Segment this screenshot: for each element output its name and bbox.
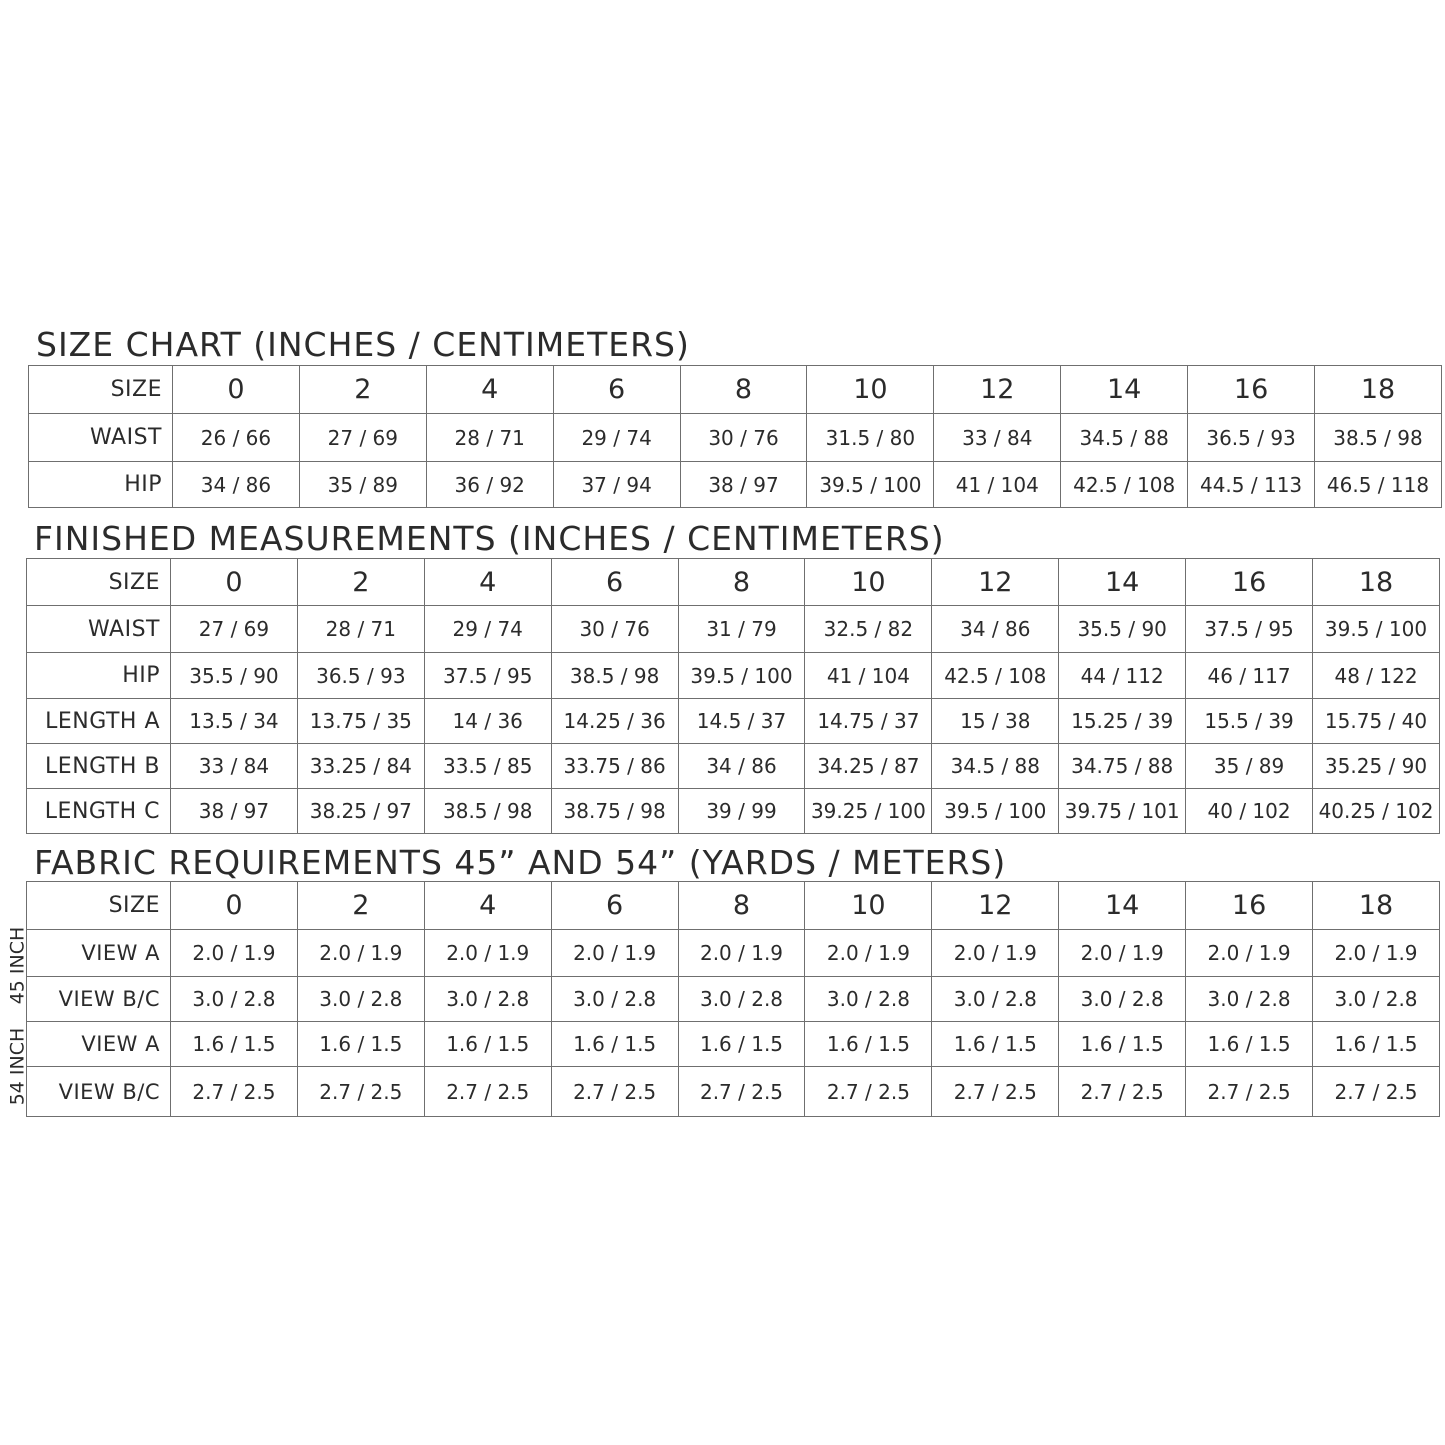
table-cell: 39.5 / 100 xyxy=(678,653,805,699)
table-cell: 36.5 / 93 xyxy=(1188,414,1315,462)
table-cell: 41 / 104 xyxy=(805,653,932,699)
table-cell: 36.5 / 93 xyxy=(297,653,424,699)
table-row xyxy=(27,699,1440,744)
size-header-cell: 8 xyxy=(678,882,805,930)
table-cell: 39.5 / 100 xyxy=(807,462,934,508)
table-row xyxy=(27,744,1440,789)
table-cell: 3.0 / 2.8 xyxy=(171,977,298,1022)
row-label: WAIST xyxy=(29,414,173,462)
table-cell: 2.0 / 1.9 xyxy=(1313,930,1440,977)
table-row xyxy=(27,930,1440,977)
table-cell: 28 / 71 xyxy=(297,606,424,653)
size-header-cell: 12 xyxy=(934,366,1061,414)
table-cell: 48 / 122 xyxy=(1313,653,1440,699)
table-cell: 34 / 86 xyxy=(932,606,1059,653)
table-cell: 3.0 / 2.8 xyxy=(1313,977,1440,1022)
table-cell: 2.0 / 1.9 xyxy=(171,930,298,977)
table-cell: 31.5 / 80 xyxy=(807,414,934,462)
table-cell: 1.6 / 1.5 xyxy=(1186,1022,1313,1067)
table-cell: 1.6 / 1.5 xyxy=(678,1022,805,1067)
table-row xyxy=(27,789,1440,834)
table-cell: 15.25 / 39 xyxy=(1059,699,1186,744)
size-header-cell: 4 xyxy=(424,559,551,606)
table-cell: 39.5 / 100 xyxy=(1313,606,1440,653)
table-cell: 35.25 / 90 xyxy=(1313,744,1440,789)
table-cell: 27 / 69 xyxy=(171,606,298,653)
row-label: VIEW B/C xyxy=(27,977,171,1022)
table-cell: 2.7 / 2.5 xyxy=(1313,1067,1440,1117)
table-cell: 1.6 / 1.5 xyxy=(171,1022,298,1067)
table-cell: 39 / 99 xyxy=(678,789,805,834)
table-cell: 35 / 89 xyxy=(1186,744,1313,789)
table-cell: 38 / 97 xyxy=(171,789,298,834)
table-cell: 3.0 / 2.8 xyxy=(805,977,932,1022)
table-row xyxy=(29,462,1442,508)
table-cell: 2.0 / 1.9 xyxy=(551,930,678,977)
table-cell: 13.5 / 34 xyxy=(171,699,298,744)
row-label: VIEW A xyxy=(27,930,171,977)
table-cell: 30 / 76 xyxy=(680,414,807,462)
table-cell: 14.75 / 37 xyxy=(805,699,932,744)
table-cell: 1.6 / 1.5 xyxy=(1313,1022,1440,1067)
table-cell: 3.0 / 2.8 xyxy=(297,977,424,1022)
table-cell: 36 / 92 xyxy=(426,462,553,508)
size-header-cell: 6 xyxy=(551,882,678,930)
table-cell: 2.7 / 2.5 xyxy=(551,1067,678,1117)
size-header-cell: 10 xyxy=(805,882,932,930)
table-cell: 44 / 112 xyxy=(1059,653,1186,699)
size-header-cell: 18 xyxy=(1313,882,1440,930)
size-header-label: SIZE xyxy=(29,366,173,414)
table-row xyxy=(29,414,1442,462)
table-cell: 2.0 / 1.9 xyxy=(1186,930,1313,977)
table-cell: 33.5 / 85 xyxy=(424,744,551,789)
group-54-inch-label: 54 INCH xyxy=(6,1027,29,1106)
size-header-cell: 14 xyxy=(1059,882,1186,930)
size-header-cell: 18 xyxy=(1315,366,1442,414)
fabric-requirements-table xyxy=(26,881,1440,1117)
table-row xyxy=(27,977,1440,1022)
table-cell: 39.5 / 100 xyxy=(932,789,1059,834)
table-cell: 15 / 38 xyxy=(932,699,1059,744)
table-cell: 2.0 / 1.9 xyxy=(424,930,551,977)
table-row xyxy=(27,1067,1440,1117)
table-cell: 3.0 / 2.8 xyxy=(678,977,805,1022)
row-label: HIP xyxy=(27,653,171,699)
size-header-cell: 8 xyxy=(678,559,805,606)
table-cell: 1.6 / 1.5 xyxy=(424,1022,551,1067)
table-cell: 46.5 / 118 xyxy=(1315,462,1442,508)
table-cell: 29 / 74 xyxy=(424,606,551,653)
size-header-cell: 14 xyxy=(1061,366,1188,414)
row-label: LENGTH B xyxy=(27,744,171,789)
row-label: VIEW B/C xyxy=(27,1067,171,1117)
size-chart-table xyxy=(28,365,1442,508)
table-cell: 1.6 / 1.5 xyxy=(1059,1022,1186,1067)
table-cell: 37.5 / 95 xyxy=(424,653,551,699)
table-row xyxy=(27,653,1440,699)
table-cell: 1.6 / 1.5 xyxy=(805,1022,932,1067)
table-cell: 2.0 / 1.9 xyxy=(1059,930,1186,977)
table-cell: 31 / 79 xyxy=(678,606,805,653)
table-cell: 34.25 / 87 xyxy=(805,744,932,789)
size-header-cell: 4 xyxy=(424,882,551,930)
size-header-cell: 8 xyxy=(680,366,807,414)
size-header-cell: 10 xyxy=(807,366,934,414)
table-cell: 39.75 / 101 xyxy=(1059,789,1186,834)
table-cell: 42.5 / 108 xyxy=(932,653,1059,699)
size-header-cell: 6 xyxy=(551,559,678,606)
table-cell: 1.6 / 1.5 xyxy=(297,1022,424,1067)
table-cell: 15.75 / 40 xyxy=(1313,699,1440,744)
table-cell: 2.0 / 1.9 xyxy=(678,930,805,977)
size-chart-title: SIZE CHART (INCHES / CENTIMETERS) xyxy=(36,325,690,364)
table-cell: 2.0 / 1.9 xyxy=(932,930,1059,977)
fabric-requirements-title: FABRIC REQUIREMENTS 45” AND 54” (YARDS / METERS) xyxy=(34,843,1007,882)
table-cell: 33.25 / 84 xyxy=(297,744,424,789)
table-cell: 14.25 / 36 xyxy=(551,699,678,744)
size-chart-body xyxy=(29,366,1442,508)
table-cell: 3.0 / 2.8 xyxy=(1186,977,1313,1022)
size-header-cell: 4 xyxy=(426,366,553,414)
size-header-cell: 0 xyxy=(171,882,298,930)
row-label: VIEW A xyxy=(27,1022,171,1067)
table-cell: 2.7 / 2.5 xyxy=(932,1067,1059,1117)
table-cell: 35.5 / 90 xyxy=(1059,606,1186,653)
size-header-cell: 2 xyxy=(297,882,424,930)
finished-measurements-body xyxy=(27,559,1440,834)
size-header-cell: 2 xyxy=(299,366,426,414)
table-cell: 2.0 / 1.9 xyxy=(297,930,424,977)
size-header-row xyxy=(29,366,1442,414)
finished-measurements-title: FINISHED MEASUREMENTS (INCHES / CENTIMETERS) xyxy=(34,519,945,558)
table-cell: 2.0 / 1.9 xyxy=(805,930,932,977)
table-row xyxy=(27,606,1440,653)
table-cell: 3.0 / 2.8 xyxy=(424,977,551,1022)
table-cell: 38.5 / 98 xyxy=(424,789,551,834)
table-cell: 41 / 104 xyxy=(934,462,1061,508)
size-header-label: SIZE xyxy=(27,882,171,930)
fabric-requirements-body xyxy=(27,882,1440,1117)
size-header-cell: 0 xyxy=(173,366,300,414)
table-cell: 27 / 69 xyxy=(299,414,426,462)
table-cell: 13.75 / 35 xyxy=(297,699,424,744)
table-cell: 34 / 86 xyxy=(678,744,805,789)
size-header-row xyxy=(27,882,1440,930)
table-cell: 1.6 / 1.5 xyxy=(932,1022,1059,1067)
size-header-cell: 16 xyxy=(1186,559,1313,606)
table-cell: 28 / 71 xyxy=(426,414,553,462)
table-cell: 2.7 / 2.5 xyxy=(1059,1067,1186,1117)
table-cell: 2.7 / 2.5 xyxy=(678,1067,805,1117)
size-header-cell: 12 xyxy=(932,882,1059,930)
row-label: LENGTH A xyxy=(27,699,171,744)
table-cell: 2.7 / 2.5 xyxy=(424,1067,551,1117)
size-header-cell: 14 xyxy=(1059,559,1186,606)
row-label: HIP xyxy=(29,462,173,508)
table-cell: 34.5 / 88 xyxy=(932,744,1059,789)
table-cell: 46 / 117 xyxy=(1186,653,1313,699)
table-cell: 40 / 102 xyxy=(1186,789,1313,834)
table-cell: 33.75 / 86 xyxy=(551,744,678,789)
table-cell: 33 / 84 xyxy=(934,414,1061,462)
table-cell: 3.0 / 2.8 xyxy=(1059,977,1186,1022)
table-cell: 29 / 74 xyxy=(553,414,680,462)
table-cell: 38.25 / 97 xyxy=(297,789,424,834)
size-header-cell: 2 xyxy=(297,559,424,606)
table-cell: 40.25 / 102 xyxy=(1313,789,1440,834)
row-label: LENGTH C xyxy=(27,789,171,834)
table-cell: 14.5 / 37 xyxy=(678,699,805,744)
size-header-cell: 10 xyxy=(805,559,932,606)
table-cell: 2.7 / 2.5 xyxy=(171,1067,298,1117)
table-cell: 44.5 / 113 xyxy=(1188,462,1315,508)
table-cell: 30 / 76 xyxy=(551,606,678,653)
table-cell: 2.7 / 2.5 xyxy=(1186,1067,1313,1117)
group-45-inch-label: 45 INCH xyxy=(6,926,29,1005)
table-cell: 15.5 / 39 xyxy=(1186,699,1313,744)
size-header-cell: 12 xyxy=(932,559,1059,606)
table-cell: 1.6 / 1.5 xyxy=(551,1022,678,1067)
table-cell: 37 / 94 xyxy=(553,462,680,508)
table-cell: 37.5 / 95 xyxy=(1186,606,1313,653)
table-cell: 38.5 / 98 xyxy=(1315,414,1442,462)
size-header-cell: 0 xyxy=(171,559,298,606)
row-label: WAIST xyxy=(27,606,171,653)
table-cell: 33 / 84 xyxy=(171,744,298,789)
table-cell: 26 / 66 xyxy=(173,414,300,462)
size-header-cell: 16 xyxy=(1186,882,1313,930)
table-cell: 38.75 / 98 xyxy=(551,789,678,834)
size-header-row xyxy=(27,559,1440,606)
table-cell: 42.5 / 108 xyxy=(1061,462,1188,508)
table-cell: 2.7 / 2.5 xyxy=(297,1067,424,1117)
table-cell: 35.5 / 90 xyxy=(171,653,298,699)
table-cell: 34.5 / 88 xyxy=(1061,414,1188,462)
table-cell: 34 / 86 xyxy=(173,462,300,508)
table-cell: 2.7 / 2.5 xyxy=(805,1067,932,1117)
table-cell: 38.5 / 98 xyxy=(551,653,678,699)
table-cell: 34.75 / 88 xyxy=(1059,744,1186,789)
size-header-cell: 6 xyxy=(553,366,680,414)
table-row xyxy=(27,1022,1440,1067)
table-cell: 35 / 89 xyxy=(299,462,426,508)
finished-measurements-table xyxy=(26,558,1440,834)
table-cell: 14 / 36 xyxy=(424,699,551,744)
table-cell: 3.0 / 2.8 xyxy=(932,977,1059,1022)
table-cell: 32.5 / 82 xyxy=(805,606,932,653)
table-cell: 3.0 / 2.8 xyxy=(551,977,678,1022)
table-cell: 38 / 97 xyxy=(680,462,807,508)
size-header-cell: 18 xyxy=(1313,559,1440,606)
size-header-label: SIZE xyxy=(27,559,171,606)
table-cell: 39.25 / 100 xyxy=(805,789,932,834)
size-header-cell: 16 xyxy=(1188,366,1315,414)
